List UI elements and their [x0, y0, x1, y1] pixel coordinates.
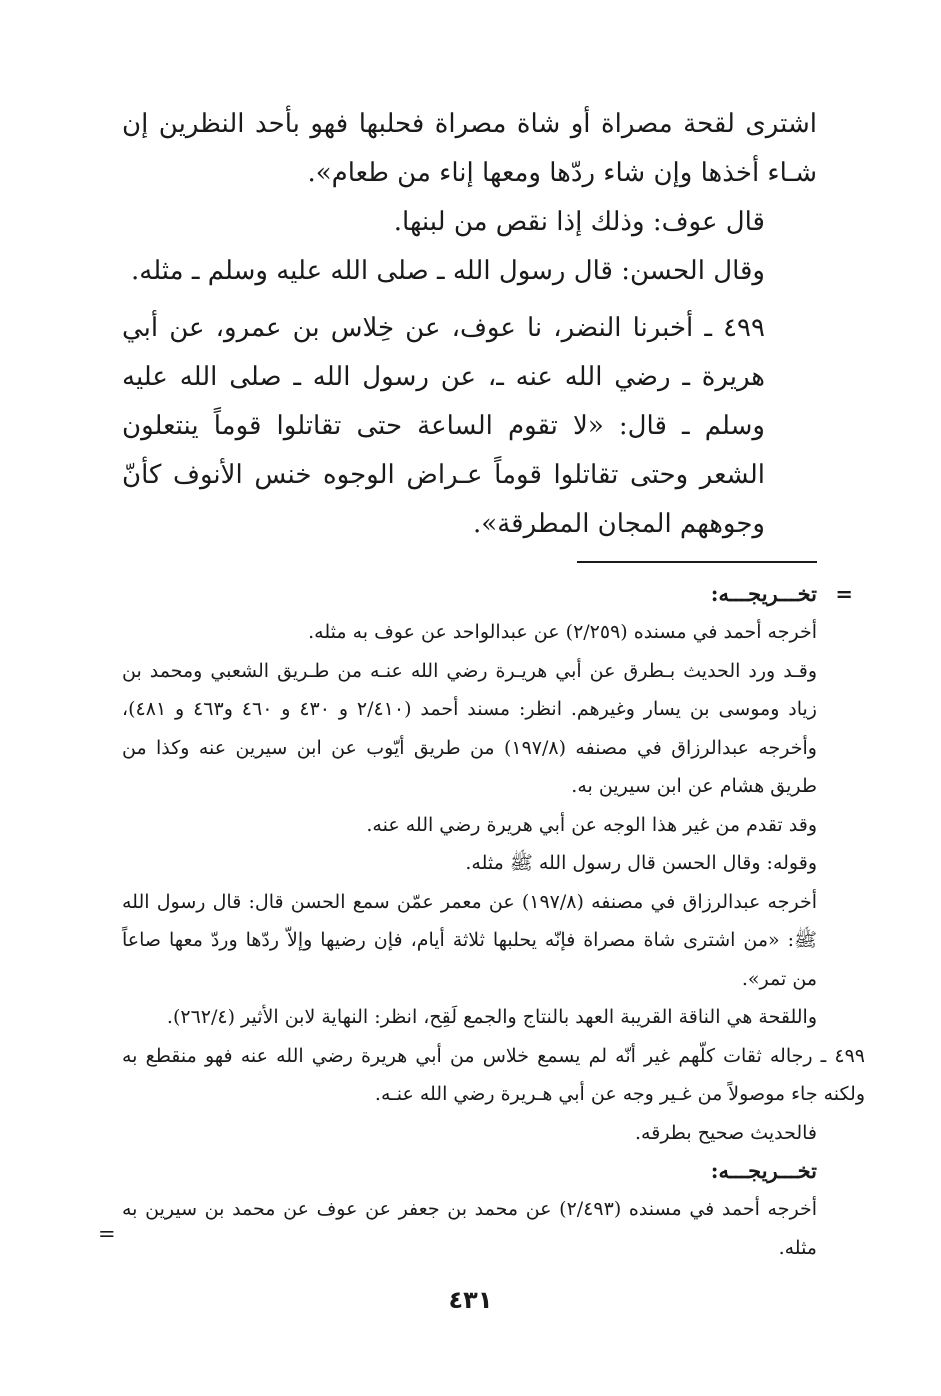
footnotes: [122, 575, 865, 1267]
footnote-separator: [577, 561, 817, 563]
end-continuation-mark: =: [98, 1222, 116, 1246]
footnote-line-4: وقوله: وقال الحسن قال رسول الله ﷺ مثله.: [465, 852, 817, 874]
footnote-line-1: أخرجه أحمد في مسنده (٢/٢٥٩) عن عبدالواحد عن عوف به مثله.: [308, 621, 817, 643]
main-paragraph-1: اشترى لقحة مصراة أو شاة مصراة فحلبها فهو بأحد النظرين إن شـاء أخذها وإن شاء ردّها ومعها إناء من طعام».: [122, 109, 817, 188]
main-paragraph-4: ٤٩٩ ـ أخبرنا النضر، نا عوف، عن خِلاس بن عمرو، عن أبي هريرة ـ رضي الله عنه ـ، عن رسول الله ـ صلى الله عليه وسلم ـ قال: «لا تقوم الساعة حتى تقاتلوا قوماً ينتعلون الشعر وحتى تقاتلوا قوماً عـراض الوجوه خنس الأنوف كأنّ وجوههم المجان المطرقة».: [122, 313, 765, 539]
footnote-heading-2: تخـــريجـــه:: [710, 1158, 817, 1183]
footnote-line-7: ٤٩٩ ـ رجاله ثقات كلّهم غير أنّه لم يسمع خلاس من أبي هريرة رضي الله عنه فهو منقطع به ولكنه جاء موصولاً من غـير وجه عن أبي هـريرة رضي الله عنـه.: [122, 1044, 865, 1105]
main-text: [122, 100, 817, 549]
footnote-line-8: فالحديث صحيح بطرقه.: [635, 1121, 817, 1144]
continuation-mark: =: [835, 581, 853, 606]
footnote-line-2: وقـد ورد الحديث بـطرق عن أبي هريـرة رضي الله عنـه من طـريق الشعبي ومحمد بن زياد وموسى بن يسار وغيرهم. انظر: مسند أحمد (٢/٤١٠ و ٤٣٠ و ٤٦٠ و٤٦٣ و ٤٨١)، وأخرجه عبدالرزاق في مصنفه (١٩٧/٨) من طريق أيّوب عن ابن سيرين عنه وكذا من طريق هشام عن ابن سيرين به.: [122, 659, 817, 797]
footnote-line-6: واللقحة هي الناقة القريبة العهد بالنتاج والجمع لَقِح، انظر: النهاية لابن الأثير (٢٦٢/٤).: [166, 1006, 817, 1028]
footnote-line-3: وقد تقدم من غير هذا الوجه عن أبي هريرة رضي الله عنه.: [366, 813, 817, 836]
footnote-line-5: أخرجه عبدالرزاق في مصنفه (١٩٧/٨) عن معمر عمّن سمع الحسن قال: قال رسول الله ﷺ: «من اشترى شاة مصراة فإنّه يحلبها ثلاثة أيام، فإن رضيها وإلاّ ردّها وردّ معها صاعاً من تمر».: [122, 890, 817, 990]
main-paragraph-3: وقال الحسن: قال رسول الله ـ صلى الله عليه وسلم ـ مثله.: [130, 256, 765, 286]
page-number: ٤٣١: [448, 1286, 493, 1314]
footnote-heading-1: [122, 575, 853, 613]
heading-1-text: تخـــريجـــه:: [710, 581, 817, 606]
footnote-line-9: أخرجه أحمد في مسنده (٢/٤٩٣) عن محمد بن جعفر عن عوف عن محمد بن سيرين به مثله.: [122, 1198, 817, 1259]
main-paragraph-2: قال عوف: وذلك إذا نقص من لبنها.: [393, 207, 765, 237]
